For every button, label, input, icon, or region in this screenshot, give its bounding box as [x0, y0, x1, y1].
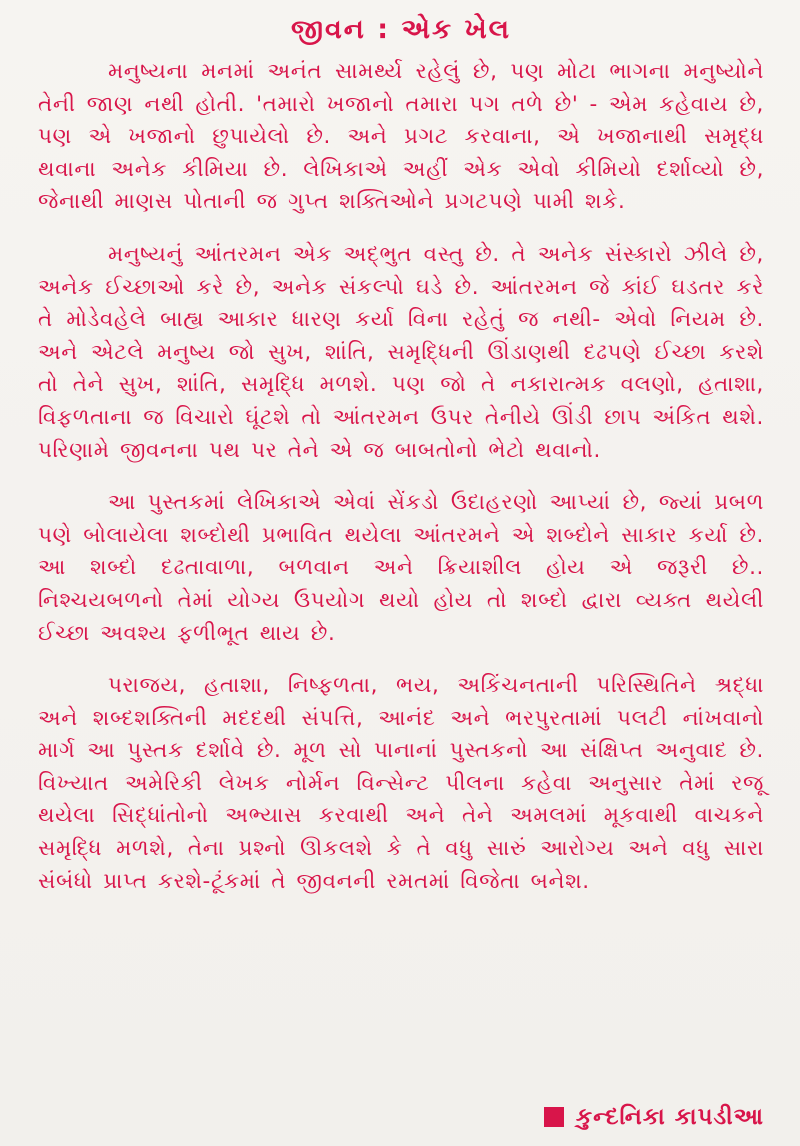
paragraph-2: મનુષ્યનું આંતરમન એક અદ્ભુત વસ્તુ છે. તે અનેક સંસ્કારો ઝીલે છે, અનેક ઈચ્છાઓ કરે છે, અનેક સંકલ્પો ઘડે છે. આંતરમન જે કાંઈ ઘડતર કરે તે મોડેવહેલે બાહ્ય આકાર ધારણ કર્યા વિના રહેતું જ નથી- એવો નિયમ છે. અને એટલે મનુષ્ય જો સુખ, શાંતિ, સમૃદ્ધિની ઊંડાણથી દઢપણે ઈચ્છા કરશે તો તેને સુખ, શાંતિ, સમૃદ્ધિ મળશે. પણ જો તે નકારાત્મક વલણો, હતાશા, વિફળતાના જ વિચારો ઘૂંટશે તો આંતરમન ઉપર તેનીયે ઊંડી છાપ અંકિત થશે. પરિણામે જીવનના પથ પર તેને એ જ બાબતોનો ભેટો થવાનો.	[38, 241, 764, 463]
paragraph-4: પરાજય, હતાશા, નિષ્ફળતા, ભય, અકિંચનતાની પરિસ્થિતિને શ્રદ્ધા અને શબ્દશક્તિની મદદથી સંપત્તિ, આનંદ અને ભરપુરતામાં પલટી નાંખવાનો માર્ગ આ પુસ્તક દર્શાવે છે. મૂળ સો પાનાનાં પુસ્તકનો આ સંક્ષિપ્ત અનુવાદ છે. વિખ્યાત અમેરિકી લેખક નોર્મન વિન્સેન્ટ પીલના કહેવા અનુસાર તેમાં રજૂ થયેલા સિદ્ધાંતોનો અભ્યાસ કરવાથી અને તેને અમલમાં મૂકવાથી વાચકને સમૃદ્ધિ મળશે, તેના પ્રશ્નો ઊકલશે કે તે વધુ સારું આરોગ્ય અને વધુ સારા સંબંધો પ્રાપ્ત કરશે-ટૂંકમાં તે જીવનની રમતમાં વિજેતા બનેશ.	[38, 673, 764, 894]
page-title: જીવન : એક ખેલ	[290, 14, 512, 45]
author-signature	[544, 1104, 764, 1130]
paragraph-3: આ પુસ્તકમાં લેખિકાએ એવાં સેંકડો ઉદાહરણો આપ્યાં છે, જ્યાં પ્રબળ પણે બોલાયેલા શબ્દોથી પ્રભાવિત થયેલા આંતરમને એ શબ્દોને સાકાર કર્યા છે. આ શબ્દો દઢતાવાળા, બળવાન અને ક્રિયાશીલ હોય એ જરૂરી છે.. નિશ્ચયબળનો તેમાં યોગ્ય ઉપયોગ થયો હોય તો શબ્દો દ્વારા વ્યક્ત થયેલી ઈચ્છા અવશ્ય ફળીભૂત થાય છે.	[38, 490, 764, 646]
square-bullet-icon	[544, 1107, 564, 1127]
author-name: કુન્દનિકા કાપડીઆ	[575, 1104, 764, 1130]
paragraph-1: મનુષ્યના મનમાં અનંત સામર્થ્ય રહેલું છે, પણ મોટા ભાગના મનુષ્યોને તેની જાણ નથી હોતી. 'તમારો ખજાનો તમારા પગ તળે છે' - એમ કહેવાય છે, પણ એ ખજાનો છુપાયેલો છે. અને પ્રગટ કરવાના, એ ખજાનાથી સમૃદ્ધ થવાના અનેક કીમિયા છે. લેખિકાએ અહીં એક એવો કીમિયો દર્શાવ્યો છે, જેનાથી માણસ પોતાની જ ગુપ્ત શક્તિઓને પ્રગટપણે પામી શકે.	[38, 59, 764, 215]
